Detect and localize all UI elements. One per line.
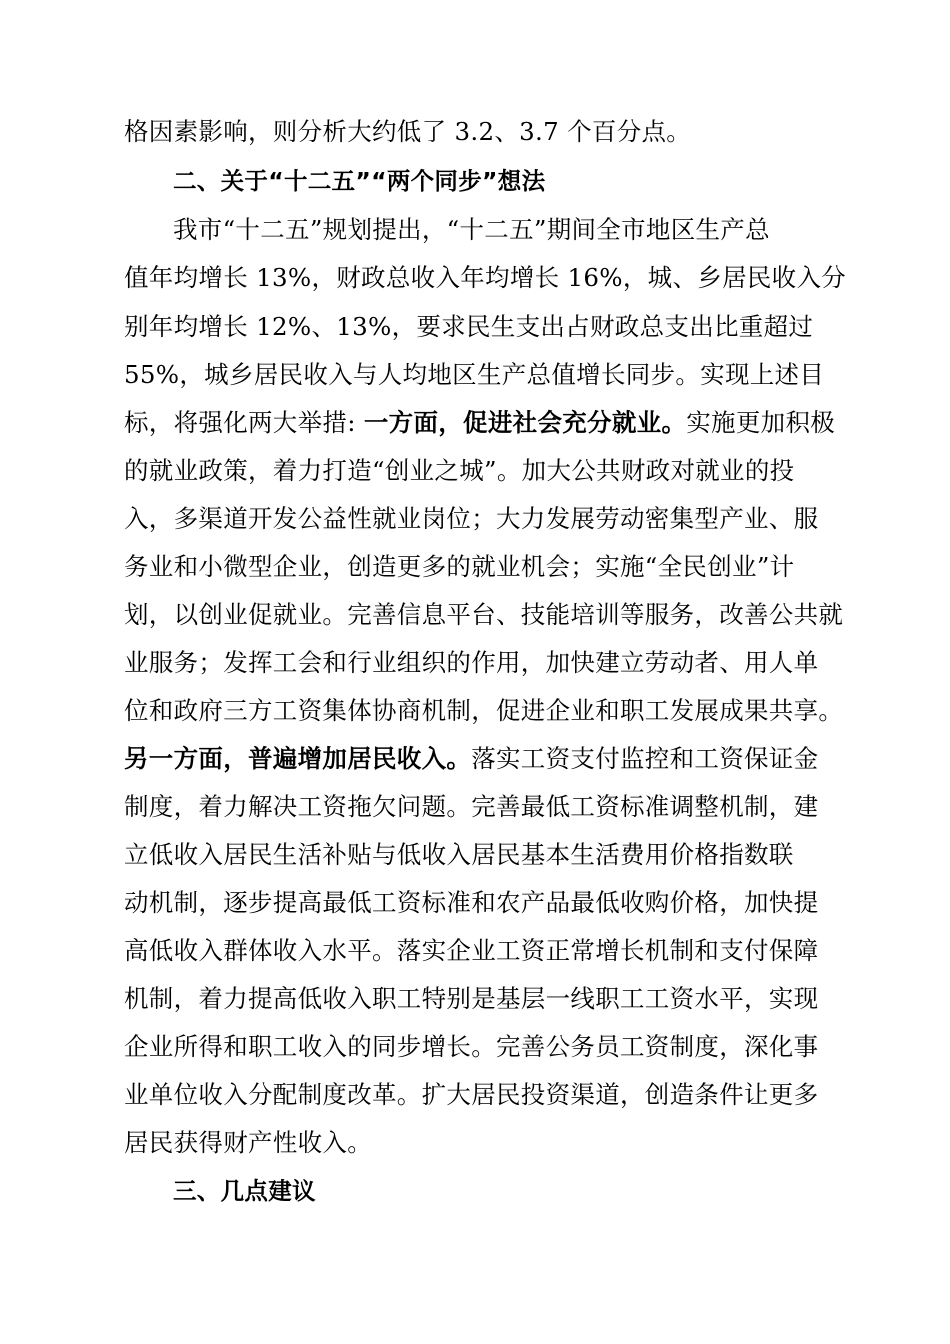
inline-text: 标，将强化两大举措: [124,408,364,437]
paragraph-line: 业服务；发挥工会和行业组织的作用，加快建立劳动者、用人单 [124,648,819,677]
section-heading: 三、几点建议 [173,1177,316,1205]
bold-lead: 一方面，促进社会充分就业。 [363,408,687,437]
paragraph-line: 制度，着力解决工资拖欠问题。完善最低工资标准调整机制，建 [124,792,819,821]
inline-text: 落实工资支付监控和工资保证金 [471,744,819,773]
paragraph-line: 立低收入居民生活补贴与低收入居民基本生活费用价格指数联 [124,840,794,869]
paragraph-line: 高低收入群体收入水平。落实企业工资正常增长机制和支付保障 [124,936,819,965]
paragraph-line: 划，以创业促就业。完善信息平台、技能培训等服务，改善公共就 [124,600,844,629]
paragraph-line: 的就业政策，着力打造“创业之城”。加大公共财政对就业的投 [124,456,795,485]
paragraph-line: 55%，城乡居民收入与人均地区生产总值增长同步。实现上述目 [124,360,825,389]
paragraph-line: 务业和小微型企业，创造更多的就业机会；实施“全民创业”计 [124,552,795,581]
paragraph-line: 企业所得和职工收入的同步增长。完善公务员工资制度，深化事 [124,1032,819,1061]
paragraph-line: 入，多渠道开发公益性就业岗位；大力发展劳动密集型产业、服 [124,504,819,533]
section-heading: 二、关于“十二五”“两个同步”想法 [173,167,546,195]
paragraph-line: 业单位收入分配制度改革。扩大居民投资渠道，创造条件让更多 [124,1080,819,1109]
paragraph-line: 位和政府三方工资集体协商机制，促进企业和职工发展成果共享。 [124,696,844,725]
paragraph-line: 别年均增长 12%、13%，要求民生支出占财政总支出比重超过 [124,312,814,341]
paragraph-line: 居民获得财产性收入。 [124,1128,372,1157]
paragraph-line: 动机制，逐步提高最低工资标准和农产品最低收购价格，加快提 [124,888,819,917]
paragraph-line [124,399,835,447]
paragraph-line: 值年均增长 13%，财政总收入年均增长 16%，城、乡居民收入分 [124,263,847,292]
paragraph-line: 机制，着力提高低收入职工特别是基层一线职工工资水平，实现 [124,984,819,1013]
bold-lead: 另一方面，普遍增加居民收入。 [124,744,472,773]
paragraph-line: 格因素影响，则分析大约低了 3.2、3.7 个百分点。 [124,117,692,146]
paragraph-line: 我市“十二五”规划提出，“十二五”期间全市地区生产总 [173,215,770,244]
paragraph-line [124,735,818,783]
inline-text: 实施更加积极 [686,408,836,437]
